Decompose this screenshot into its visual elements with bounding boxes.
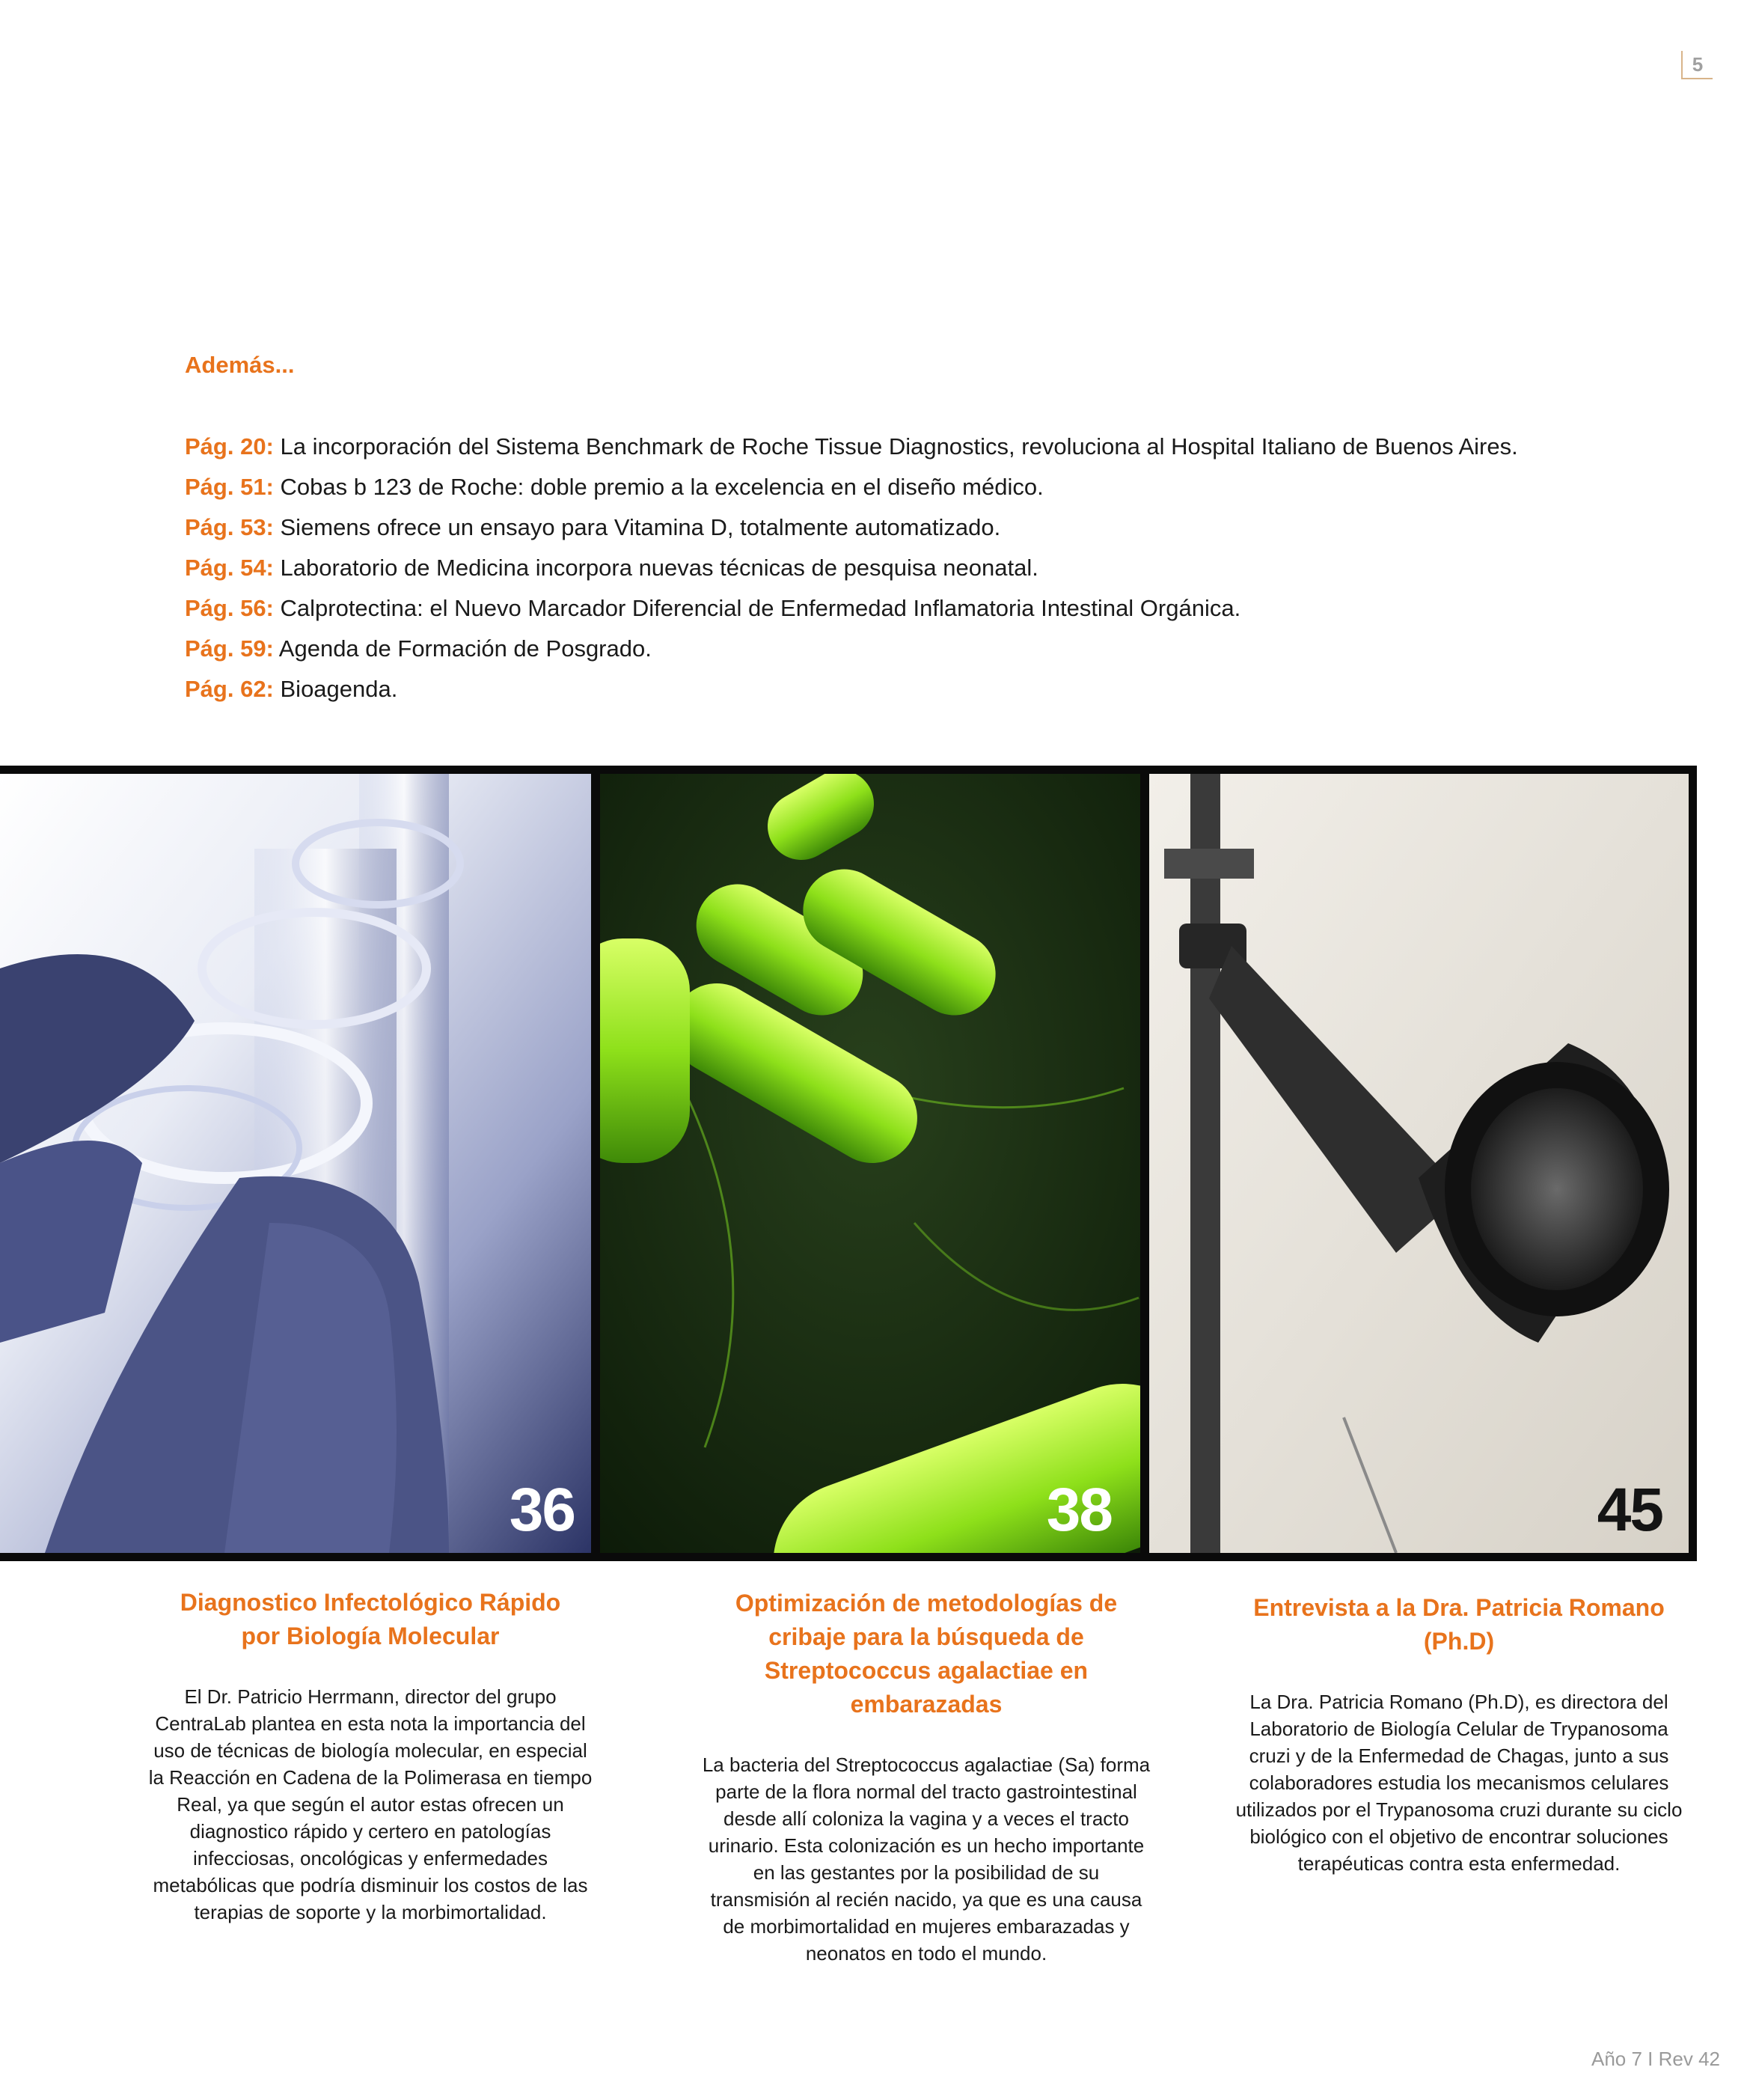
article-title-line: cribaje para la búsqueda de (768, 1623, 1084, 1650)
summary-line: colaboradores estudia los mecanismos celulares (1249, 1771, 1669, 1794)
test-tubes-photo[interactable] (0, 774, 591, 1553)
index-page-ref: Pág. 51: (185, 474, 274, 500)
index-item-text: Cobas b 123 de Roche: doble premio a la excelencia en el diseño médico. (273, 474, 1044, 500)
index-list (185, 427, 1606, 709)
article-title (1220, 1591, 1698, 1658)
article-title-line: Diagnostico Infectológico Rápido (180, 1589, 561, 1616)
bacteria-image (600, 774, 1140, 1553)
microphone-photo[interactable] (1149, 774, 1689, 1553)
bacteria-photo[interactable] (600, 774, 1140, 1553)
index-item-text: Laboratorio de Medicina incorpora nuevas técnicas de pesquisa neonatal. (273, 555, 1038, 581)
index-item[interactable] (185, 629, 1606, 669)
article-preview-molecular-biology[interactable] (138, 1586, 602, 1926)
summary-line: utilizados por el Trypanosoma cruzi durante su ciclo (1235, 1798, 1683, 1821)
index-item-text: Calprotectina: el Nuevo Marcador Diferencial de Enfermedad Inflamatoria Intestinal Orgánica. (273, 595, 1241, 621)
article-summary (138, 1683, 602, 1926)
summary-line: El Dr. Patricio Herrmann, director del grupo (184, 1685, 557, 1708)
summary-line: biológico con el objetivo de encontrar soluciones (1249, 1825, 1668, 1848)
summary-line: metabólicas que podría disminuir los costos de las (153, 1874, 588, 1896)
issue-footer: Año 7 I Rev 42 (1591, 2048, 1720, 2070)
index-item-text: Agenda de Formación de Posgrado. (273, 635, 652, 662)
summary-line: infecciosas, oncológicas y enfermedades (192, 1847, 548, 1869)
summary-line: terapéuticas contra esta enfermedad. (1297, 1852, 1621, 1875)
article-preview-interview[interactable] (1220, 1591, 1698, 1877)
microphone-image (1149, 774, 1689, 1553)
index-item[interactable] (185, 427, 1606, 467)
page-ref-number: 36 (509, 1476, 575, 1544)
index-page-ref: Pág. 59: (185, 635, 274, 662)
index-item[interactable] (185, 588, 1606, 629)
summary-line: CentraLab plantea en esta nota la importancia del (155, 1712, 586, 1735)
index-page-ref: Pág. 54: (185, 555, 274, 581)
article-preview-streptococcus[interactable] (687, 1587, 1166, 1967)
index-page-ref: Pág. 20: (185, 433, 274, 460)
article-title (138, 1586, 602, 1653)
summary-line: urinario. Esta colonización es un hecho importante (708, 1834, 1145, 1857)
summary-line: en las gestantes por la posibilidad de su (753, 1861, 1100, 1884)
page-number: 5 (1681, 51, 1713, 79)
summary-line: diagnostico rápido y certero en patologías (189, 1820, 551, 1843)
index-page-ref: Pág. 56: (185, 595, 274, 621)
article-title-line: por Biología Molecular (241, 1623, 500, 1649)
summary-line: transmisión al recién nacido, ya que es una causa (710, 1888, 1142, 1911)
index-item-text: La incorporación del Sistema Benchmark de Roche Tissue Diagnostics, revoluciona al Hospital Italiano de Buenos Aires. (273, 433, 1518, 460)
summary-line: de morbimortalidad en mujeres embarazadas y (723, 1915, 1130, 1938)
article-title-line: embarazadas (850, 1691, 1003, 1718)
summary-line: Laboratorio de Biología Celular de Trypanosoma (1249, 1718, 1668, 1740)
summary-line: uso de técnicas de biología molecular, en especial (153, 1739, 587, 1762)
article-title-line: Entrevista a la Dra. Patricia Romano (1253, 1594, 1665, 1621)
article-summary (1220, 1688, 1698, 1877)
summary-line: La bacteria del Streptococcus agalactiae (Sa) forma (702, 1753, 1151, 1776)
summary-line: La Dra. Patricia Romano (Ph.D), es directora del (1249, 1691, 1668, 1713)
summary-line: Real, ya que según el autor estas ofrecen un (177, 1793, 564, 1816)
article-title (687, 1587, 1166, 1721)
summary-line: terapias de soporte y la morbimortalidad. (194, 1901, 547, 1923)
ademas-heading: Además... (185, 352, 295, 378)
summary-line: parte de la flora normal del tracto gastrointestinal (715, 1780, 1137, 1803)
index-item-text: Bioagenda. (273, 676, 398, 702)
test-tubes-image (0, 774, 591, 1553)
index-page-ref: Pág. 62: (185, 676, 274, 702)
index-item[interactable] (185, 507, 1606, 548)
article-title-line: (Ph.D) (1423, 1628, 1495, 1655)
page-ref-number: 45 (1597, 1476, 1662, 1544)
index-item-text: Siemens ofrece un ensayo para Vitamina D, totalmente automatizado. (273, 514, 1001, 540)
summary-line: la Reacción en Cadena de la Polimerasa en tiempo (148, 1766, 593, 1789)
index-page-ref: Pág. 53: (185, 514, 274, 540)
photo-strip (0, 766, 1697, 1561)
summary-line: cruzi y de la Enfermedad de Chagas, junto a sus (1249, 1745, 1669, 1767)
summary-line: neonatos en todo el mundo. (805, 1942, 1047, 1965)
index-item[interactable] (185, 669, 1606, 709)
article-title-line: Streptococcus agalactiae en (764, 1657, 1089, 1684)
index-item[interactable] (185, 548, 1606, 588)
page-ref-number: 38 (1046, 1476, 1112, 1544)
index-item[interactable] (185, 467, 1606, 507)
article-summary (687, 1751, 1166, 1967)
article-title-line: Optimización de metodologías de (735, 1590, 1118, 1617)
summary-line: desde allí coloniza la vagina y a veces el tracto (723, 1807, 1129, 1830)
